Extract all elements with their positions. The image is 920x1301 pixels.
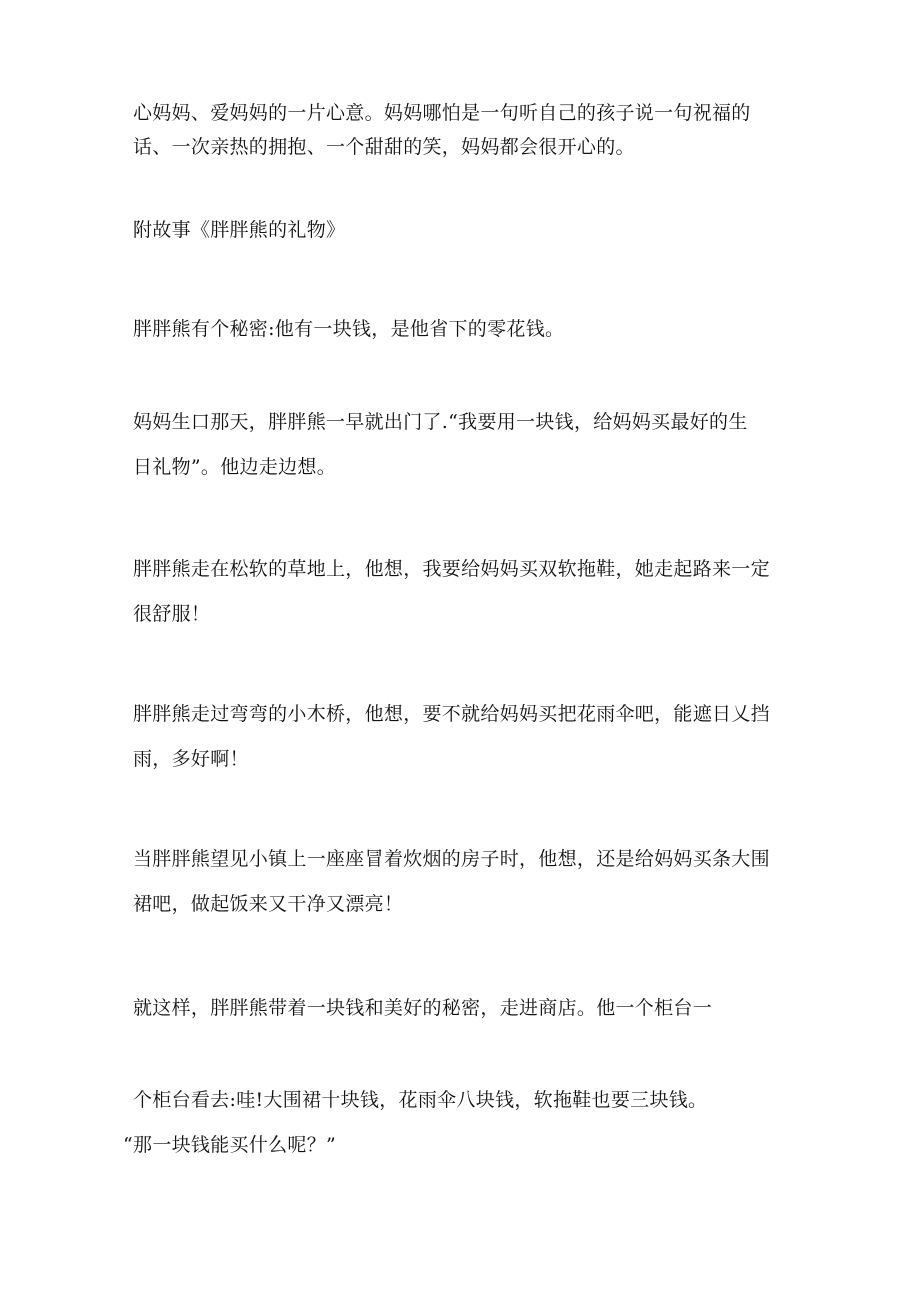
paragraph-prices — [123, 1083, 803, 1162]
paragraph-secret — [133, 312, 803, 346]
paragraph-umbrella — [133, 697, 803, 776]
text-line: 胖胖熊走在松软的草地上，他想，我要给妈妈买双软拖鞋，她走起路来一定 — [133, 558, 770, 580]
paragraph-intro — [133, 96, 803, 164]
text-line: 日礼物”。他边走边想。 — [133, 456, 337, 478]
paragraph-birthday — [133, 405, 803, 484]
text-line: 雨，多好啊！ — [133, 748, 249, 770]
paragraph-apron — [133, 842, 803, 921]
text-line: 很舒服！ — [133, 603, 211, 625]
text-line: 话、一次亲热的拥抱、一个甜甜的笑，妈妈都会很开心的。 — [133, 136, 635, 158]
text-line: 妈妈生口那天，胖胖熊一早就出门了.“我要用一块钱，给妈妈买最好的生 — [133, 411, 748, 433]
text-line: 胖胖熊有个秘密:他有一块钱，是他省下的零花钱。 — [133, 318, 565, 340]
text-line: “那一块钱能买什么呢？” — [123, 1134, 337, 1156]
text-line: 胖胖熊走过弯弯的小木桥，他想，要不就给妈妈买把花雨伞吧，能遮日乂挡 — [133, 703, 770, 725]
text-line: 就这样，胖胖熊带着一块钱和美好的秘密，走进商店。他一个柜台一 — [133, 997, 713, 1019]
story-title — [133, 213, 803, 247]
text-line: 附故事《胖胖熊的礼物》 — [133, 219, 346, 241]
text-line: 个柜台看去:哇!大围裙十块钱，花雨伞八块钱，软拖鞋也要三块钱。 — [133, 1089, 708, 1111]
text-line: 裙吧，做起饭来又干净又漂亮！ — [133, 893, 404, 915]
paragraph-store — [133, 991, 803, 1025]
text-line: 心妈妈、爱妈妈的一片心意。妈妈哪怕是一句听自己的孩子说一句祝福的 — [133, 102, 751, 124]
text-line: 当胖胖熊望见小镇上一座座冒着炊烟的房子时，他想，还是给妈妈买条大围 — [133, 848, 770, 870]
paragraph-slippers — [133, 552, 803, 631]
